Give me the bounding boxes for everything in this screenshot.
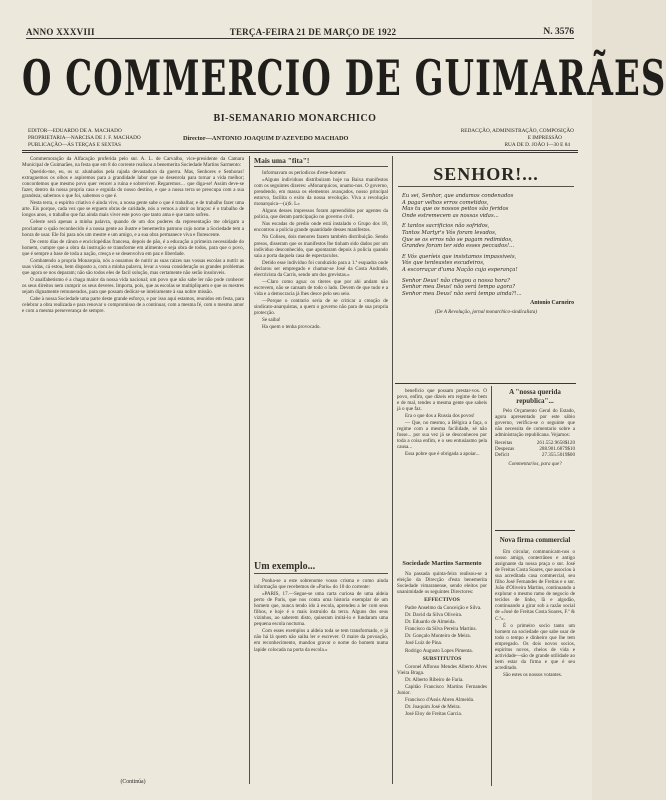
article-paragraph: «PARIS, 17.—Segue-se uma carta curiosa de uma aldeia perto de Paris, que nos conta uma historia exemplar de um homem que, nunca tendo ido à escola, aprendeu a ler com seus filhos, e hoje é o mais instruido da terra. Alguns dos seus vizinhos, ao saberem disto, quiseram imitá-lo e fundaram uma pequena escola nocturna. bbox=[254, 591, 388, 628]
heading-nova-firma: Nova firma commercial bbox=[499, 536, 571, 544]
column-divider-2 bbox=[392, 156, 393, 784]
article-paragraph: Se saiba! bbox=[262, 317, 281, 324]
article-paragraph: —Porque o contrario seria de se criticar a creação de sindicato-anarquistas, a quem o governo não para de sua propria protecção. bbox=[254, 297, 388, 317]
article-paragraph: Alguns desses impressos foram apreendidos por agentes da policia, que deram participação no governo civil. bbox=[254, 208, 388, 221]
owner-line: PROPRIETARIA—NARCISA DE J. F. MACHADO bbox=[28, 135, 141, 141]
article-paragraph: De cento dias de cânon e enciclopédias francesa, depois de pão, é a educação a primeira necessidade do homem, cumpre que a obra da instrução se transforme em alimento e seja obra de todos, para que o povo, que é sempre a base de toda a nação, cresça e se desenvolva em paz e liberdade. bbox=[22, 238, 244, 257]
substitute-name: Dr. Joaquim José de Meira. bbox=[405, 703, 461, 710]
article-paragraph: No Coliseu, dois menores fazem também distribuição. Sendo presos, disseram que os manifestos lhe tinham sido dados por um individuo desconhecido, que apontaram depois à policia quando saia a porta daquela casa de espectaculos. bbox=[254, 234, 388, 259]
issue-number: N. 3576 bbox=[543, 27, 574, 37]
heading-um-exemplo: Um exemplo... bbox=[254, 560, 388, 574]
heading-republica: A "nossa querida republica"... bbox=[509, 388, 561, 405]
republica-bottom-rule bbox=[495, 530, 575, 531]
article-paragraph: São estes os nossos votantes. bbox=[503, 671, 563, 678]
poem-line: Grandes foram ter sido esses peccados!... bbox=[402, 243, 515, 250]
director-name: Rodrigo Augusto Lopes Pimenta. bbox=[405, 647, 473, 654]
substitute-name: José Eloy de Freitas Garcia. bbox=[405, 710, 463, 717]
substitute-name: Coronel Affonso Mendes Alberto Alves Vieira Braga. bbox=[397, 663, 487, 676]
director-name: Francisco da Silva Pereira Martins. bbox=[405, 626, 477, 633]
poem-line: Senhor meu Deus! não será tempo ainda?!... bbox=[402, 290, 522, 297]
article-paragraph: Informavam os periodicos d'este-homem: bbox=[262, 170, 347, 176]
article-paragraph: Na passada quinta-feira realisou-se a eleição da Direcção d'esta benemerita Sociedade vimaranense, sendo eleitos por unanimidade os seguintes Directores: bbox=[397, 571, 487, 596]
director-name: José Luiz de Pina. bbox=[405, 640, 443, 647]
article-paragraph: Celeste será apenas a minha palavra, quando de um dos poderes da representação me obrigam a proclamar o quão reconhecido é a nossa gente ao ilustre e benemerito patrono cujo nome a Sociedade tem a honra de usar. Ele foi para nós um mestre e um amigo, e a sua obra permanece viva e florescente. bbox=[22, 219, 244, 238]
article-nossa-querida-republica bbox=[495, 388, 575, 528]
poem-author: Antonio Carneiro bbox=[530, 300, 574, 307]
poem-line: Tantos Martyr's Vós foram levados, bbox=[402, 229, 497, 236]
masthead-bottom-rule-2 bbox=[22, 152, 578, 153]
article-paragraph: Pelo Orçamento Geral do Estado, agora apresentado por este sábio governo, verifica-se o seguinte que não necessita de comentario sobre a administração republicana. Vejamos: bbox=[495, 408, 575, 439]
poem-bottom-rule bbox=[395, 383, 576, 384]
issue-year: ANNO XXXVIII bbox=[26, 27, 95, 37]
article-paragraph: Ponha-se a este sobrenome vosso crisma e como ainda informação que recebemos de «Paris» do 10 do corrente: bbox=[254, 578, 388, 591]
poem-senhor bbox=[398, 164, 574, 315]
issue-date: TERÇA-FEIRA 21 DE MARÇO DE 1922 bbox=[229, 27, 397, 37]
heading-mais-uma-fita: Mais uma "fita"! bbox=[254, 156, 388, 167]
article-nova-firma bbox=[495, 536, 575, 786]
director-name: Dr. Eduardo de Almeida. bbox=[405, 619, 456, 626]
article-mais-uma-fita bbox=[254, 156, 388, 546]
heading-sociedade: Sociedade Martins Sarmento bbox=[402, 560, 482, 567]
masthead-title-box bbox=[22, 49, 666, 110]
budget-row bbox=[495, 452, 575, 458]
budget-label: Despezas bbox=[495, 446, 515, 453]
budget-table bbox=[495, 440, 575, 458]
top-rule bbox=[26, 38, 574, 39]
newspaper-subtitle: BI-SEMANARIO MONARCHICO bbox=[213, 113, 377, 124]
heading-efetivos: EFFECTIVOS bbox=[424, 597, 460, 604]
heading-senhor: SENHOR!... bbox=[398, 164, 574, 187]
substitute-name: Francisco d'Assis Abreu Almeida. bbox=[405, 696, 475, 703]
article-paragraph: —Claro como agua: os titeres que por ahi andam não escrevem, não se cansam de todo o lado. Devem de que tudo e a vida e a democracia já lhes desce pelo seu seio. bbox=[254, 278, 388, 297]
article-paragraph: Combatendo a propria Monarquia, nós a ousamos de nutrir as suas raizes nas vossas escolas a nutrir as suas vidas, cá estou, bem disposto a, com a minha palavra, levar a vossa consideração os grandes problemas que agora se nos deparam; não são todos eles de facil solução, mas certamente não serão insoluveis. bbox=[22, 257, 244, 276]
article-paragraph: Commemoração da Alfacação proferida pelo snr. A. L. de Carvalho, vice-presidente da Camara Municipal de Guimarães, na festa que em 8 do corrente realisou a benemerita Sociedade Martins Sarmento: bbox=[22, 156, 244, 169]
article-sociedade-martins-sarmento bbox=[397, 560, 487, 788]
masthead-bottom-rule bbox=[22, 150, 578, 151]
article-um-exemplo bbox=[254, 560, 388, 788]
poem-line: Senhor meu Deus! não será tempo agora? bbox=[402, 284, 516, 291]
budget-value: 27.355.5019$00 bbox=[541, 452, 575, 459]
budget-label: Receitas bbox=[495, 440, 513, 447]
continua-label: (Continúa) bbox=[120, 779, 146, 785]
poem-line: E tantos sacrificios não sofridos, bbox=[402, 223, 490, 230]
article-paragraph: beneficio que possam prestar-vos. O povo, enfim, que dizeis em regime de bem e de mal, tendes a mesma gente que sabeis já o que faz. bbox=[397, 388, 487, 413]
director-name: Dr. Gonçalo Monteiro de Meira. bbox=[405, 633, 471, 640]
director-line: Director—ANTONIO JOAQUIM D'AZEVEDO MACHADO bbox=[183, 135, 349, 142]
office-line-2: E IMPRESSÃO bbox=[527, 135, 562, 141]
article-paragraph: Essa pobre que é obrigada a apoiar... bbox=[405, 451, 480, 458]
heading-substitutos: SUBSTITUTOS bbox=[422, 655, 462, 662]
article-alfacacao bbox=[22, 156, 244, 788]
poem-line: Que se os erros não se pagam redimidos, bbox=[402, 236, 513, 243]
poem-line: Mas tu que os nossos peitos são feridos bbox=[402, 206, 509, 213]
poem-line: A pagar velhos erros cometidos, bbox=[402, 199, 489, 206]
director-name: Padre Anselmo da Conceição e Silva. bbox=[405, 605, 482, 612]
article-paragraph: Detido esse individuo foi conduzido para a 1.ª esquadra onde declarou ser empregado e chamar-se José da Costa Andrade, electricista da Carris, sendo um dos grevistas.» bbox=[254, 259, 388, 278]
budget-note: Commentarios, para que? bbox=[508, 461, 562, 468]
article-paragraph: É o primeiro socio tanto um homem na sociedade que sabe usar de todo o tempo e dinheiro que lhe tem empregado. Os dois novos socios, espiritos novos, cheios de vida e actividade—são de grande utilidade ao bem estar da firma e que é seu acreditado. bbox=[495, 622, 575, 671]
column-divider-1 bbox=[249, 156, 250, 784]
article-paragraph: «Alguns individuos distribuiram hoje na Baixa manifestos com os seguintes dizeres: «Monarquicos, unamo-nos. O governo, prendendo, em massa os elementos avançados, nosso principal estorvo, facilita o exito da nossa revolução. Viva a revolução monarquica—(a)S. L» bbox=[254, 177, 388, 208]
article-paragraph: O analfabetismo é a chaga maior da nossa vida nacional; um povo que não sabe ler não pode conhecer os seus direitos nem cumprir os seus deveres. Importa, pois, que as escolas se multipliquem e que os mestres sejam dignamente remunerados, para que possam dedicar-se inteiramente à sua nobre missão. bbox=[22, 276, 244, 295]
office-line: REDACÇÃO, ADMINISTRAÇÃO, COMPOSIÇÃO bbox=[460, 128, 574, 134]
poem-line: Eu sei, Senhor, que andamos condenados bbox=[402, 193, 514, 199]
poem-line: A escorraçar d'uma Nação cuja esperança! bbox=[402, 266, 518, 273]
article-paragraph: Era o que dos a Russia dos povos! bbox=[405, 413, 475, 420]
poem-line: Vós que tenteastes escudeiros, bbox=[402, 260, 485, 267]
budget-label: Deficit bbox=[495, 452, 510, 459]
article-paragraph: Cabe à nossa Sociedade uma parte deste grande esforço, e por isso aqui estamos, reunidos em festa, para celebrar a obra realizada e para renovar o compromisso de a continuar, com a mesma fé, com o mesmo amor e com a mesma perseverança de sempre. bbox=[22, 296, 244, 315]
column-divider-3 bbox=[491, 386, 492, 786]
article-paragraph: Nesta terra, o espirito criativo é ainda vivo, a nossa gente sabe o que é trabalhar, e de trabalho fazer uma arte. Eis porque, cada vez que se erguem obras de caridade, nós a vemos a abrir os braços: é o trabalho de longos anos, o trabalho que faz ainda mais viver este povo que tanto ama e que tanto sofreu. bbox=[22, 200, 244, 219]
poem-source: (De A Revolução, jornal monarchico-sindicalista) bbox=[435, 309, 537, 316]
poem-line: E Vós queríeis que insistamos impassiveis, bbox=[402, 253, 517, 260]
poem-line: Senhor Deus! não chegou a nossa hora? bbox=[402, 277, 510, 284]
article-paragraph: Com esses exemplos a aldeia toda se tem transformado, e já não há lá quem não saiba ler e escrever. O maire da povoação, em reconhecimento, mandou gravar o nome do homem numa lapide colocada na porta da escola.» bbox=[254, 628, 388, 653]
article-paragraph: Em circular, communicam-nos o nosso amigo, conterrâneo e antigo assignante da nossa praça o snr. José de Freitas Costa Soares, que associou à sua acreditada casa commercial, seu filho José Fernandes de Freitas e o snr. João d'Oliveira Martins, continuando a explorar o mesmo ramo de negocio de tecidos de linho, lã e algodão, continuando a girar sob a razão social de «José de Freitas Costa Soares, F.º & C.ª». bbox=[495, 549, 575, 622]
article-paragraph: Nas escadas do predio onde está instalado o Grupo dos 18, encontrou a policia grande quantidade desses manifestos. bbox=[254, 221, 388, 234]
budget-value: 261.552.9658$120 bbox=[536, 440, 575, 447]
substitute-name: Dr. Alberto Ribeiro de Faria. bbox=[405, 676, 464, 683]
newspaper-title: O COMMERCIO DE GUIMARÃES bbox=[22, 49, 666, 107]
address-line: RUA DE D. JOÃO I—30 E 84 bbox=[504, 142, 570, 148]
editor-line: EDITOR—EDUARDO DE A. MACHADO bbox=[28, 128, 122, 134]
publication-line: PUBLICAÇÃO—ÁS TERÇAS E SEXTAS bbox=[28, 142, 121, 148]
substitute-name: Capitão Francisco Martins Fernandes Junior. bbox=[397, 683, 487, 696]
poem-line: Onde estremecem as nossas vidas... bbox=[402, 212, 499, 219]
article-continuation bbox=[397, 388, 487, 558]
article-paragraph: Ha quem o tenha provocado. bbox=[262, 324, 321, 331]
article-paragraph: — Que, no mesmo, a Bélgica a faça, o regime com a mesma facilidade, sé não fosse... por sua vez já se desconheceu por toda a coisa enfim, e o seu entusiasmo pela causa... bbox=[397, 420, 487, 451]
director-name: Dr. David da Silva Oliveira. bbox=[405, 612, 463, 619]
article-paragraph: Querido-me, eu, os sr. alunhados pela rajada devastadora da guerra. Mas, Senhores e Senhoras! extraguemos os olhos e aspiremos para a grandidade labor que se desenrola para tornar a vida melhor; concordemos que mesmo povo quer vencer a ruina e sobreviver. Regaremos… que diga-se! Assim deve-se fazer, dentro da nossa propria casa e erguida do nosso destino, e que a nossa terra se preocupa com a sua grandeza; sabemos o que foi, sabemos o que é. bbox=[22, 169, 244, 200]
budget-value: 288.901.6879$10 bbox=[539, 446, 575, 453]
